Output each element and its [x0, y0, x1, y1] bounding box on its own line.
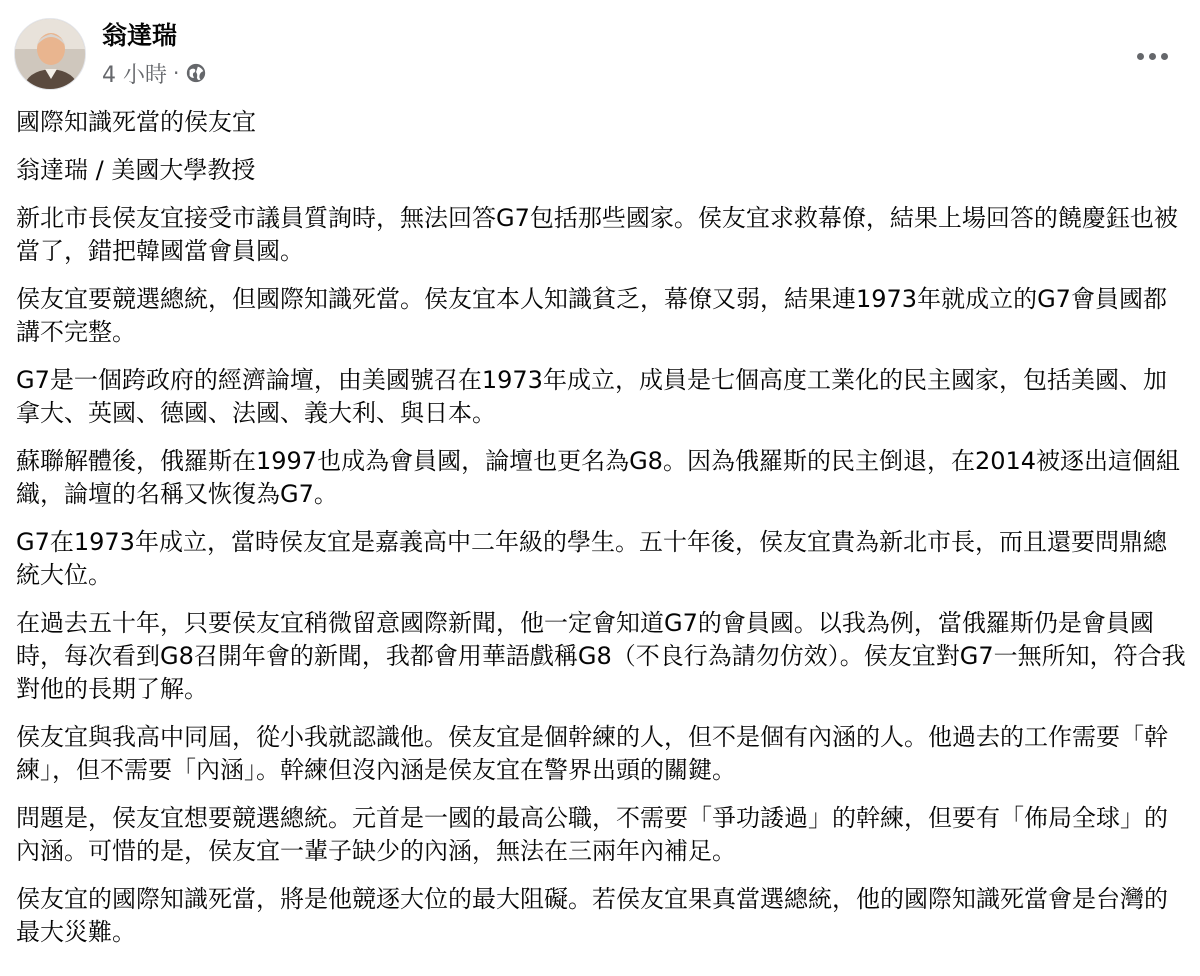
meta-separator: ·	[173, 61, 180, 85]
post-paragraph: 侯友宜與我高中同屆，從小我就認識他。侯友宜是個幹練的人，但不是個有內涵的人。他過去的工作需要「幹練」，但不需要「內涵」。幹練但沒內涵是侯友宜在警界出頭的關鍵。	[16, 723, 1168, 784]
post-paragraph: 侯友宜的國際知識死當，將是他競逐大位的最大阻礙。若侯友宜果真當選總統，他的國際知識死當會是台灣的最大災難。	[16, 885, 1168, 946]
post-paragraph: 新北市長侯友宜接受市議員質詢時，無法回答G7包括那些國家。侯友宜求救幕僚，結果上場回答的饒慶鈺也被當了，錯把韓國當會員國。	[16, 204, 1178, 265]
more-options-icon[interactable]	[1132, 44, 1172, 68]
post-paragraph: 在過去五十年，只要侯友宜稍微留意國際新聞，他一定會知道G7的會員國。以我為例，當俄羅斯仍是會員國時，每次看到G8召開年會的新聞，我都會用華語戲稱G8（不良行為請勿仿效）。侯友宜對G7一無所知，符合我對他的長期了解。	[16, 609, 1186, 703]
author-name[interactable]: 翁達瑞	[102, 21, 178, 50]
avatar[interactable]	[14, 18, 86, 90]
post-paragraph: G7是一個跨政府的經濟論壇，由美國號召在1973年成立，成員是七個高度工業化的民主國家，包括美國、加拿大、英國、德國、法國、義大利、與日本。	[16, 366, 1167, 427]
post-paragraph: 蘇聯解體後，俄羅斯在1997也成為會員國，論壇也更名為G8。因為俄羅斯的民主倒退，在2014被逐出這個組織，論壇的名稱又恢復為G7。	[16, 447, 1181, 508]
post-meta	[102, 58, 207, 88]
post-paragraph: 問題是，侯友宜想要競選總統。元首是一國的最高公職，不需要「爭功諉過」的幹練，但要有「佈局全球」的內涵。可惜的是，侯友宜一輩子缺少的內涵，無法在三兩年內補足。	[16, 804, 1168, 865]
globe-icon[interactable]	[185, 62, 207, 84]
post-header	[14, 14, 1186, 94]
post-timestamp[interactable]: 4 小時	[102, 62, 167, 88]
post-paragraph: G7在1973年成立，當時侯友宜是嘉義高中二年級的學生。五十年後，侯友宜貴為新北市長，而且還要問鼎總統大位。	[16, 528, 1167, 589]
post-paragraph: 侯友宜要競選總統，但國際知識死當。侯友宜本人知識貧乏，幕僚又弱，結果連1973年就成立的G7會員國都講不完整。	[16, 285, 1167, 346]
post-byline: 翁達瑞 / 美國大學教授	[16, 156, 256, 184]
post-title: 國際知識死當的侯友宜	[16, 108, 256, 136]
post-body	[16, 106, 1186, 964]
avatar-photo	[15, 19, 86, 90]
